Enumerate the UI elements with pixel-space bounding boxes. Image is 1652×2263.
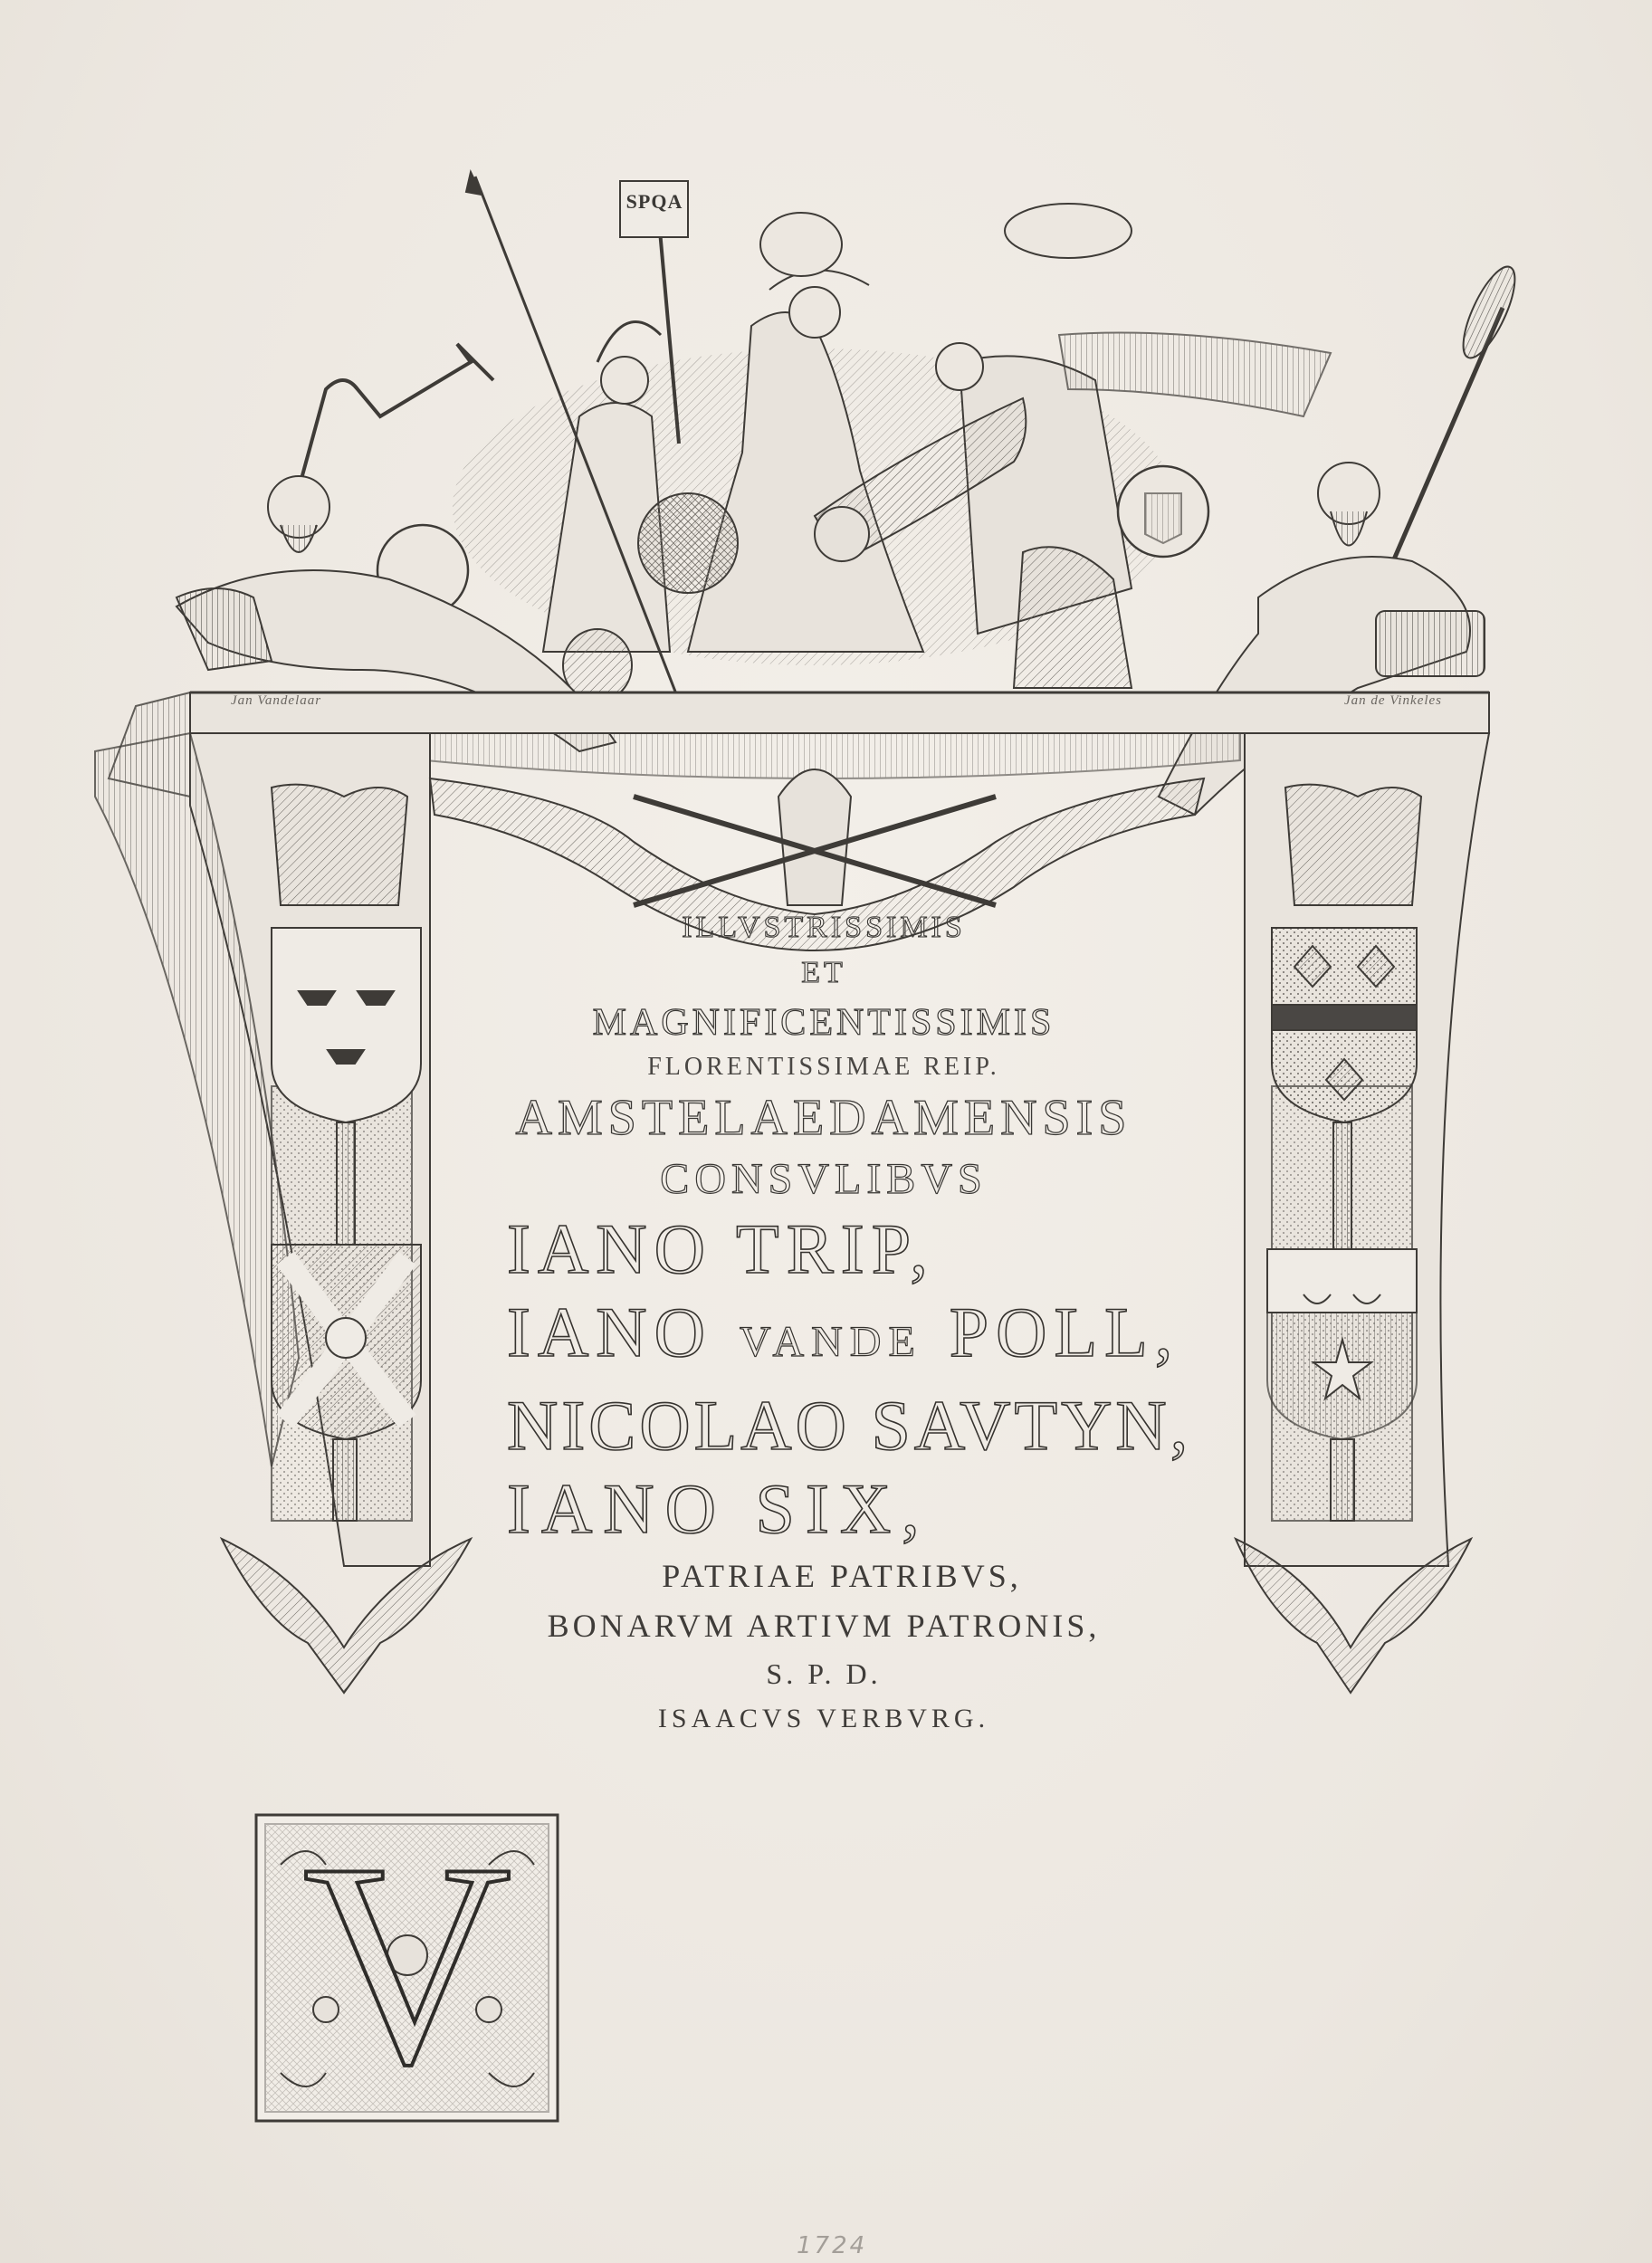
allegorical-figures	[377, 172, 1331, 724]
pilaster-right	[1236, 733, 1489, 1693]
inscription-line-14: ISAACVS VERBVRG.	[657, 1704, 990, 1733]
initial-letter: V	[302, 1804, 512, 2125]
consul-name-2	[434, 1291, 1213, 1384]
inscription-line-13: S. P. D.	[766, 1657, 882, 1690]
inscription-line-2: ET	[801, 956, 846, 989]
inscription-line-4: FLORENTISSIMAE REIP.	[647, 1053, 1000, 1081]
inscription-line-3: MAGNIFICENTISSIMIS	[592, 1002, 1055, 1044]
consul-name-3: NICOLAO SAVTYN,	[507, 1386, 1192, 1465]
inscription-line-11: PATRIAE PATRIBVS,	[662, 1558, 1022, 1594]
inscription-line-6: CONSVLIBVS	[660, 1155, 988, 1203]
banner-text: SPQA	[625, 190, 683, 213]
signature-right: Jan de Vinkeles	[1344, 693, 1443, 708]
consul-2-last: POLL,	[949, 1293, 1180, 1371]
signature-left: Jan Vandelaar	[231, 693, 322, 708]
consul-name-4: IANO SIX,	[507, 1469, 931, 1548]
consul-2-particle: VANDE	[739, 1318, 922, 1366]
consul-2-first: IANO	[507, 1293, 712, 1371]
inscription-line-5: AMSTELAEDAMENSIS	[515, 1090, 1132, 1146]
consul-name-1: IANO TRIP,	[507, 1209, 935, 1288]
inscription-line-12: BONARVM ARTIVM PATRONIS,	[547, 1608, 1101, 1644]
inscription-line-1: ILLVSTRISSIMIS	[682, 911, 966, 944]
dedication-inscription	[434, 905, 1213, 1741]
pilaster-left	[95, 733, 471, 1693]
handwritten-note: 1724	[797, 2232, 868, 2259]
